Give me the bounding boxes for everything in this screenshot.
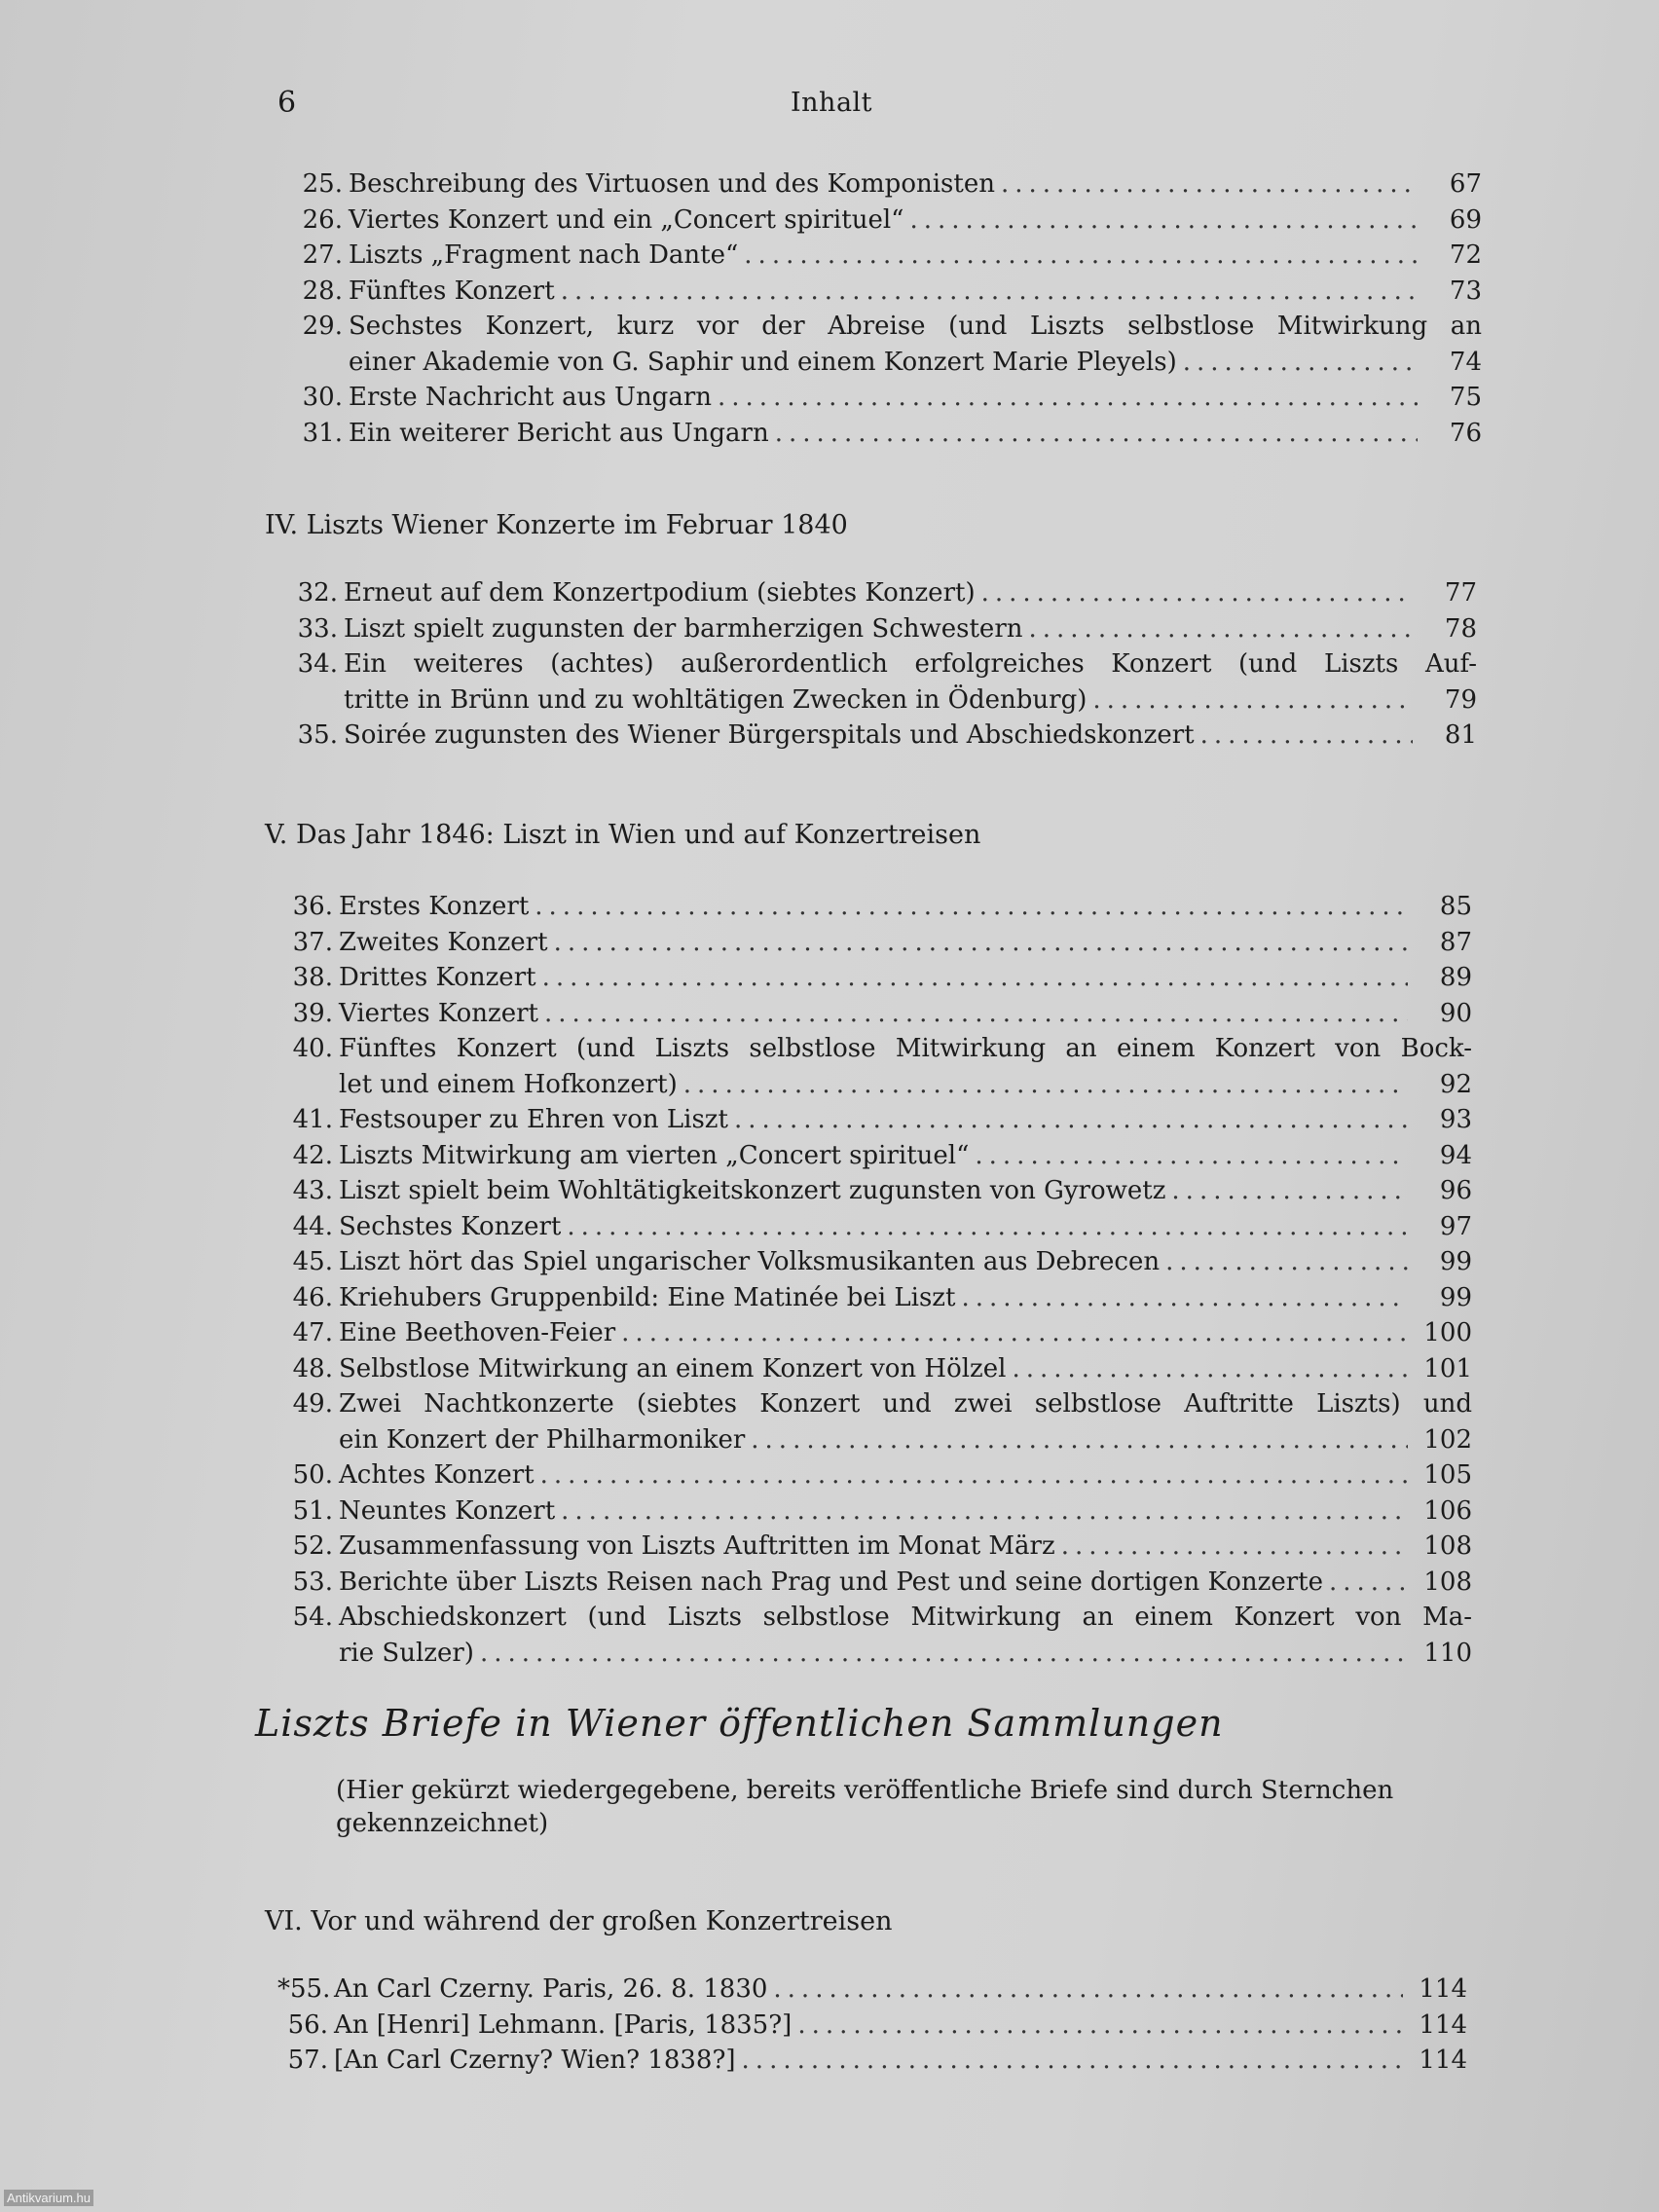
entry-number: 48. — [292, 1353, 333, 1383]
entry-page-number: 92 — [1439, 1069, 1472, 1099]
dot-leader — [742, 2044, 1403, 2077]
dot-leader — [734, 1103, 1408, 1136]
toc-entry — [282, 1458, 1472, 1494]
entry-title: ein Konzert der Philharmoniker — [339, 1424, 746, 1455]
toc-entry — [282, 1352, 1472, 1388]
entry-page-number: 73 — [1449, 276, 1482, 306]
entry-title: Selbstlose Mitwirkung an einem Konzert von Hölzel — [339, 1353, 1007, 1383]
dot-leader — [718, 381, 1418, 414]
entry-title: tritte in Brünn und zu wohltätigen Zwecken in Ödenburg) — [344, 684, 1088, 715]
toc-entry — [277, 1972, 1467, 2009]
dot-leader — [1171, 1174, 1408, 1207]
entry-title: Eine Beethoven-Feier — [339, 1318, 616, 1347]
entry-title: Liszts Mitwirkung am vierten „Concert spirituel“ — [339, 1140, 970, 1170]
dot-leader — [1165, 1245, 1408, 1278]
dot-leader — [540, 1458, 1408, 1492]
dot-leader — [1092, 683, 1413, 717]
entry-page-number: 106 — [1423, 1495, 1472, 1526]
entry-page-number: 94 — [1439, 1140, 1472, 1170]
dot-leader — [567, 1210, 1408, 1243]
entry-title: rie Sulzer) — [339, 1638, 474, 1668]
toc-entry — [287, 647, 1477, 719]
entry-number: 47. — [292, 1318, 333, 1347]
entry-page-number: 90 — [1439, 998, 1472, 1028]
toc-entry — [282, 1387, 1472, 1458]
entry-number: 54. — [292, 1603, 333, 1632]
entry-title: Ein weiterer Bericht aus Ungarn — [349, 418, 769, 448]
entry-page-number: 67 — [1449, 169, 1482, 199]
watermark: Antikvarium.hu — [4, 2190, 93, 2206]
toc-entry — [287, 576, 1477, 612]
entry-number: 50. — [292, 1460, 333, 1490]
dot-leader — [535, 890, 1408, 923]
letters-note: (Hier gekürzt wiedergegebene, bereits veröffentliche Briefe sind durch Sternchen gekennzeichnet) — [336, 1776, 1394, 1838]
entry-title: Soirée zugunsten des Wiener Bürgerspitals und Abschiedskonzert — [344, 720, 1195, 750]
dot-leader — [683, 1068, 1408, 1101]
dot-leader — [561, 1494, 1408, 1528]
toc-entry — [282, 1032, 1472, 1103]
entry-number: 53. — [292, 1567, 333, 1597]
dot-leader — [554, 926, 1408, 959]
entry-number: 30. — [302, 383, 343, 412]
entry-number: 42. — [292, 1140, 333, 1170]
dot-leader — [744, 239, 1418, 272]
toc-entry — [282, 1281, 1472, 1317]
toc-entry — [282, 890, 1472, 926]
entry-number: 57. — [287, 2046, 328, 2075]
entry-title: Liszts „Fragment nach Dante“ — [349, 240, 739, 270]
dot-leader — [751, 1423, 1408, 1456]
entry-title: An [Henri] Lehmann. [Paris, 1835?] — [334, 2009, 793, 2040]
entry-page-number: 87 — [1439, 927, 1472, 957]
entry-number: 46. — [292, 1282, 333, 1312]
dot-leader — [1329, 1566, 1408, 1599]
entry-page-number: 99 — [1439, 1282, 1472, 1312]
entry-title: Erste Nachricht aus Ungarn — [349, 383, 713, 412]
toc-entry — [282, 1210, 1472, 1246]
dot-leader — [542, 961, 1408, 994]
toc-entry — [282, 1103, 1472, 1139]
dot-leader — [797, 2009, 1403, 2042]
entry-title: Neuntes Konzert — [339, 1495, 556, 1526]
entry-page-number: 108 — [1423, 1567, 1472, 1597]
entry-number: 37. — [292, 927, 333, 957]
entry-number: 35. — [297, 720, 338, 750]
entry-number: 51. — [292, 1495, 333, 1526]
entry-page-number: 89 — [1439, 963, 1472, 992]
entry-title: Zweites Konzert — [339, 927, 548, 957]
toc-entry — [282, 1494, 1472, 1530]
entry-page-number: 69 — [1449, 204, 1482, 235]
dot-leader — [975, 1139, 1408, 1172]
entry-page-number: 114 — [1419, 2009, 1467, 2040]
toc-entry — [277, 2044, 1467, 2080]
toc-entry — [282, 1601, 1472, 1672]
entry-number: 39. — [292, 998, 333, 1028]
entry-title: Viertes Konzert — [339, 998, 538, 1028]
toc-entry — [292, 167, 1482, 203]
entry-title: Zusammenfassung von Liszts Auftritten im Monat März — [339, 1531, 1055, 1561]
entry-title: Fünftes Konzert — [349, 276, 555, 306]
dot-leader — [1061, 1530, 1408, 1563]
entry-title: Kriehubers Gruppenbild: Eine Matinée bei Liszt — [339, 1282, 956, 1312]
entry-page-number: 93 — [1439, 1105, 1472, 1134]
dot-leader — [1012, 1352, 1408, 1385]
entry-number: 33. — [297, 613, 338, 644]
toc-entry — [287, 612, 1477, 648]
entry-number: 25. — [302, 169, 343, 199]
entry-title: Erstes Konzert — [339, 892, 530, 921]
entry-page-number: 108 — [1423, 1531, 1472, 1561]
entry-number: 31. — [302, 418, 343, 448]
entry-number: 49. — [292, 1389, 333, 1419]
dot-leader — [480, 1637, 1408, 1670]
toc-entry — [292, 203, 1482, 240]
dot-leader — [1001, 167, 1418, 201]
entry-page-number: 114 — [1419, 1974, 1467, 2004]
entry-title: Sechstes Konzert, kurz vor der Abreise (und Liszts selbstlose Mitwirkung an — [349, 312, 1482, 341]
toc-entry — [282, 1316, 1472, 1352]
entry-number: 29. — [302, 312, 343, 341]
entry-title: Festsouper zu Ehren von Liszt — [339, 1105, 728, 1134]
dot-leader — [775, 417, 1418, 450]
entry-title: Liszt spielt zugunsten der barmherzigen Schwestern — [344, 613, 1023, 644]
dot-leader — [621, 1316, 1408, 1349]
entry-number: 56. — [287, 2009, 328, 2040]
entry-number: 36. — [292, 892, 333, 921]
entry-page-number: 79 — [1444, 684, 1477, 715]
dot-leader — [981, 576, 1413, 609]
entry-page-number: 81 — [1444, 720, 1477, 750]
entry-number: 34. — [297, 649, 338, 679]
toc-entry — [287, 719, 1477, 755]
entry-page-number: 110 — [1423, 1638, 1472, 1668]
entry-number: 43. — [292, 1176, 333, 1205]
entry-title: Viertes Konzert und ein „Concert spirituel“ — [349, 204, 904, 235]
entry-number: *55. — [277, 1974, 331, 2004]
entry-page-number: 100 — [1423, 1318, 1472, 1347]
toc-entry — [292, 381, 1482, 417]
dot-leader — [909, 203, 1418, 237]
entry-title: [An Carl Czerny? Wien? 1838?] — [334, 2046, 736, 2075]
dot-leader — [961, 1281, 1408, 1314]
section-heading-vi: VI. Vor und während der großen Konzertreisen — [265, 1906, 893, 1936]
entry-title: Ein weiteres (achtes) außerordentlich erfolgreiches Konzert (und Liszts Auf- — [344, 649, 1477, 679]
section-heading-v: V. Das Jahr 1846: Liszt in Wien und auf Konzertreisen — [265, 820, 981, 850]
entry-title: An Carl Czerny. Paris, 26. 8. 1830 — [334, 1974, 768, 2004]
dot-leader — [544, 997, 1408, 1030]
entry-title: einer Akademie von G. Saphir und einem Konzert Marie Pleyels) — [349, 347, 1177, 377]
toc-entry — [292, 310, 1482, 381]
entry-page-number: 114 — [1419, 2046, 1467, 2075]
entry-title: Drittes Konzert — [339, 963, 536, 992]
dot-leader — [1183, 346, 1418, 379]
entry-page-number: 97 — [1439, 1211, 1472, 1241]
section-heading-iv: IV. Liszts Wiener Konzerte im Februar 1840 — [265, 510, 848, 540]
entry-title: Sechstes Konzert — [339, 1211, 562, 1241]
entry-title: let und einem Hofkonzert) — [339, 1069, 678, 1099]
dot-leader — [561, 275, 1418, 308]
letters-heading: Liszts Briefe in Wiener öffentlichen Sammlungen — [255, 1702, 1224, 1745]
toc-entry — [282, 961, 1472, 997]
entry-number: 26. — [302, 204, 343, 235]
dot-leader — [1200, 719, 1413, 752]
toc-entry — [292, 239, 1482, 275]
entry-page-number: 72 — [1449, 240, 1482, 270]
toc-entry — [292, 417, 1482, 453]
toc-entry — [292, 275, 1482, 311]
entry-page-number: 76 — [1449, 418, 1482, 448]
toc-entry — [282, 1245, 1472, 1281]
dot-leader — [773, 1972, 1403, 2006]
toc-entry — [277, 2009, 1467, 2045]
running-head — [0, 86, 1659, 125]
entry-title: Zwei Nachtkonzerte (siebtes Konzert und zwei selbstlose Auftritte Liszts) und — [339, 1389, 1472, 1419]
entry-page-number: 78 — [1444, 613, 1477, 644]
entry-page-number: 99 — [1439, 1247, 1472, 1276]
entry-number: 27. — [302, 240, 343, 270]
toc-entry — [282, 1530, 1472, 1566]
entry-number: 38. — [292, 963, 333, 992]
entry-title: Berichte über Liszts Reisen nach Prag und Pest und seine dortigen Konzerte — [339, 1567, 1323, 1597]
entry-number: 52. — [292, 1531, 333, 1561]
entry-number: 45. — [292, 1247, 333, 1276]
entry-page-number: 77 — [1444, 578, 1477, 608]
entry-title: Beschreibung des Virtuosen und des Komponisten — [349, 169, 995, 199]
entry-title: Achtes Konzert — [339, 1460, 535, 1490]
toc-entry — [282, 997, 1472, 1033]
entry-number: 44. — [292, 1211, 333, 1241]
entry-page-number: 75 — [1449, 383, 1482, 412]
running-title: Inhalt — [791, 88, 873, 118]
toc-entry — [282, 1566, 1472, 1602]
entry-number: 32. — [297, 578, 338, 608]
entry-page-number: 74 — [1449, 347, 1482, 377]
toc-entry — [282, 1174, 1472, 1210]
entry-title: Liszt spielt beim Wohltätigkeitskonzert zugunsten von Gyrowetz — [339, 1176, 1166, 1205]
entry-number: 41. — [292, 1105, 333, 1134]
entry-page-number: 96 — [1439, 1176, 1472, 1205]
entry-page-number: 105 — [1423, 1460, 1472, 1490]
entry-number: 40. — [292, 1034, 333, 1063]
entry-title: Abschiedskonzert (und Liszts selbstlose Mitwirkung an einem Konzert von Ma- — [339, 1603, 1472, 1632]
entry-page-number: 102 — [1423, 1424, 1472, 1455]
dot-leader — [1029, 612, 1414, 645]
entry-title: Erneut auf dem Konzertpodium (siebtes Konzert) — [344, 578, 976, 608]
entry-title: Fünftes Konzert (und Liszts selbstlose Mitwirkung an einem Konzert von Bock- — [339, 1034, 1472, 1063]
toc-entry — [282, 1139, 1472, 1175]
entry-number: 28. — [302, 276, 343, 306]
toc-entry — [282, 926, 1472, 962]
entry-page-number: 101 — [1423, 1353, 1472, 1383]
entry-page-number: 85 — [1439, 892, 1472, 921]
page-number: 6 — [277, 86, 297, 120]
entry-title: Liszt hört das Spiel ungarischer Volksmusikanten aus Debrecen — [339, 1247, 1161, 1276]
